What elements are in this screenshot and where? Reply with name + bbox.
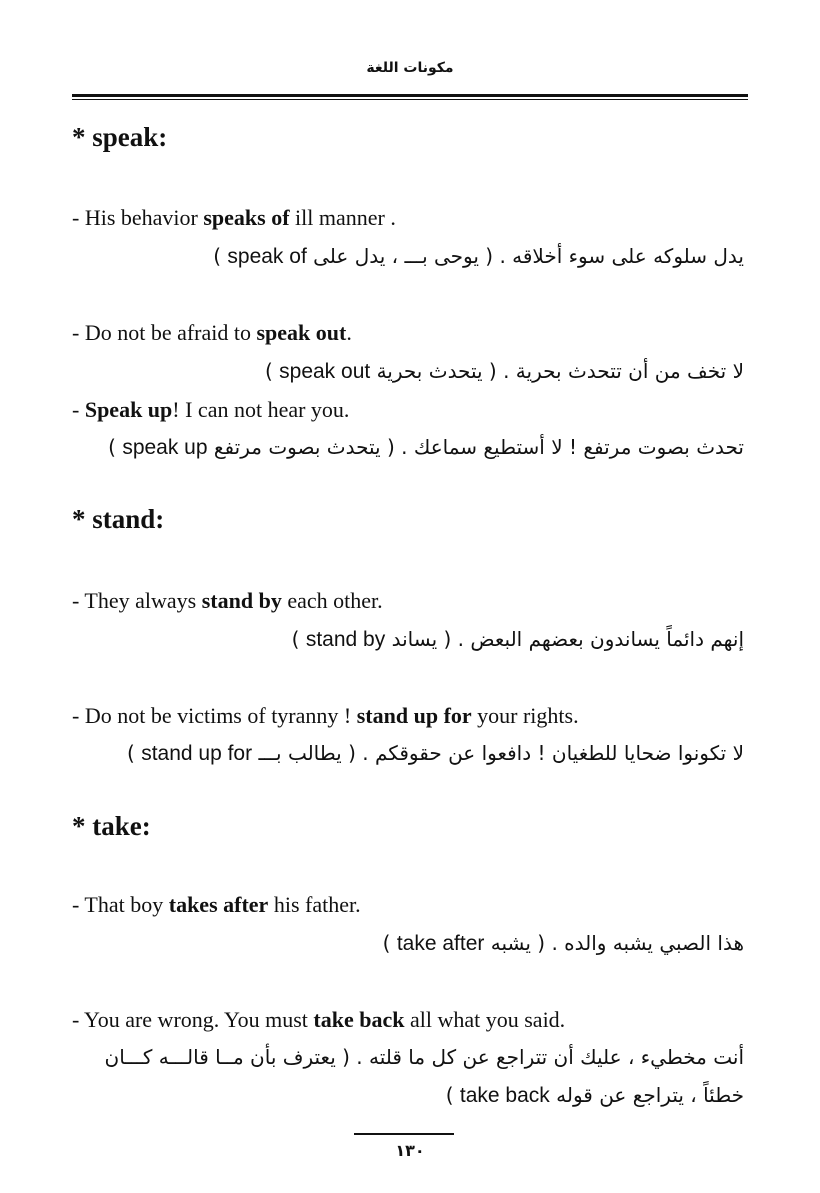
example-sentence	[72, 205, 396, 231]
sentence-text: ! I can not hear you.	[172, 397, 350, 422]
phrase-label: take back	[459, 1084, 550, 1107]
arabic-translation-continued	[446, 1083, 744, 1108]
sentence-text: - His behavior	[72, 205, 204, 230]
sentence-text: all what you said.	[404, 1007, 566, 1032]
sentence-text: - Do not be victims of tyranny !	[72, 703, 357, 728]
arabic-translation	[127, 741, 744, 766]
section-heading-speak: * speak:	[72, 122, 168, 152]
sentence-text: each other.	[281, 588, 383, 613]
translation-text: خطئاً ، يتراجع عن قوله	[549, 1083, 744, 1107]
running-header: مكونات اللغة	[366, 60, 454, 76]
translation-close: )	[445, 1083, 460, 1107]
translation-text: يدل سلوكه على سوء أخلاقه . ( يوحى بـــ ، يدل على	[306, 244, 744, 268]
page-number: ١٣٠	[395, 1141, 425, 1160]
phrasal-verb: speaks of	[203, 205, 290, 230]
sentence-text: ill manner .	[289, 205, 396, 230]
arabic-translation	[108, 435, 744, 460]
phrase-label: stand by	[305, 628, 386, 651]
sentence-text: - Do not be afraid to	[72, 320, 257, 345]
phrase-label: speak of	[227, 245, 307, 268]
sentence-text: - That boy	[72, 892, 169, 917]
example-sentence	[72, 892, 361, 918]
translation-text: تحدث بصوت مرتفع ! لا أستطيع سماعك . ( يتحدث بصوت مرتفع	[207, 435, 744, 459]
sentence-text: - They always	[72, 588, 202, 613]
phrasal-verb: speak out	[256, 320, 347, 345]
footer-rule	[354, 1133, 454, 1135]
arabic-translation	[105, 1045, 744, 1069]
phrasal-verb: takes after	[168, 892, 269, 917]
translation-close: )	[382, 931, 397, 955]
sentence-text: his father.	[268, 892, 361, 917]
example-sentence	[72, 703, 579, 729]
translation-text: لا تخف من أن تتحدث بحرية . ( يتحدث بحرية	[370, 359, 744, 383]
phrase-label: take after	[396, 932, 485, 955]
example-sentence	[72, 320, 352, 346]
section-heading-take: * take:	[72, 811, 151, 841]
sentence-text: .	[346, 320, 352, 345]
example-sentence	[72, 397, 349, 423]
phrasal-verb: take back	[313, 1007, 405, 1032]
translation-close: )	[127, 741, 142, 765]
phrase-label: stand up for	[141, 742, 253, 765]
arabic-translation	[292, 627, 744, 652]
header-rule-thick	[72, 94, 748, 97]
translation-close: )	[108, 435, 123, 459]
translation-text: لا تكونوا ضحايا للطغيان ! دافعوا عن حقوقكم . ( يطالب بـــ	[252, 741, 744, 765]
arabic-translation	[213, 244, 744, 269]
phrasal-verb: stand by	[201, 588, 282, 613]
sentence-text: your rights.	[471, 703, 579, 728]
phrase-label: speak out	[279, 360, 371, 383]
section-heading-stand: * stand:	[72, 504, 165, 534]
translation-close: )	[213, 244, 228, 268]
example-sentence	[72, 588, 383, 614]
sentence-text: - You are wrong. You must	[72, 1007, 314, 1032]
translation-text: أنت مخطيء ، عليك أن تتراجع عن كل ما قلته . ( يعترف بأن مــا قالـــه كـــان	[104, 1045, 744, 1069]
phrasal-verb: Speak up	[84, 397, 173, 422]
arabic-translation	[383, 931, 744, 956]
phrasal-verb: stand up for	[356, 703, 472, 728]
translation-close: )	[291, 627, 306, 651]
phrase-label: speak up	[122, 436, 208, 459]
translation-text: إنهم دائماً يساندون بعضهم البعض . ( يساند	[385, 627, 744, 651]
translation-close: )	[264, 359, 280, 383]
header-rule-thin	[72, 99, 748, 100]
arabic-translation	[265, 359, 744, 384]
translation-text: هذا الصبي يشبه والده . ( يشبه	[484, 931, 744, 955]
sentence-text: -	[72, 397, 85, 422]
example-sentence	[72, 1007, 565, 1033]
